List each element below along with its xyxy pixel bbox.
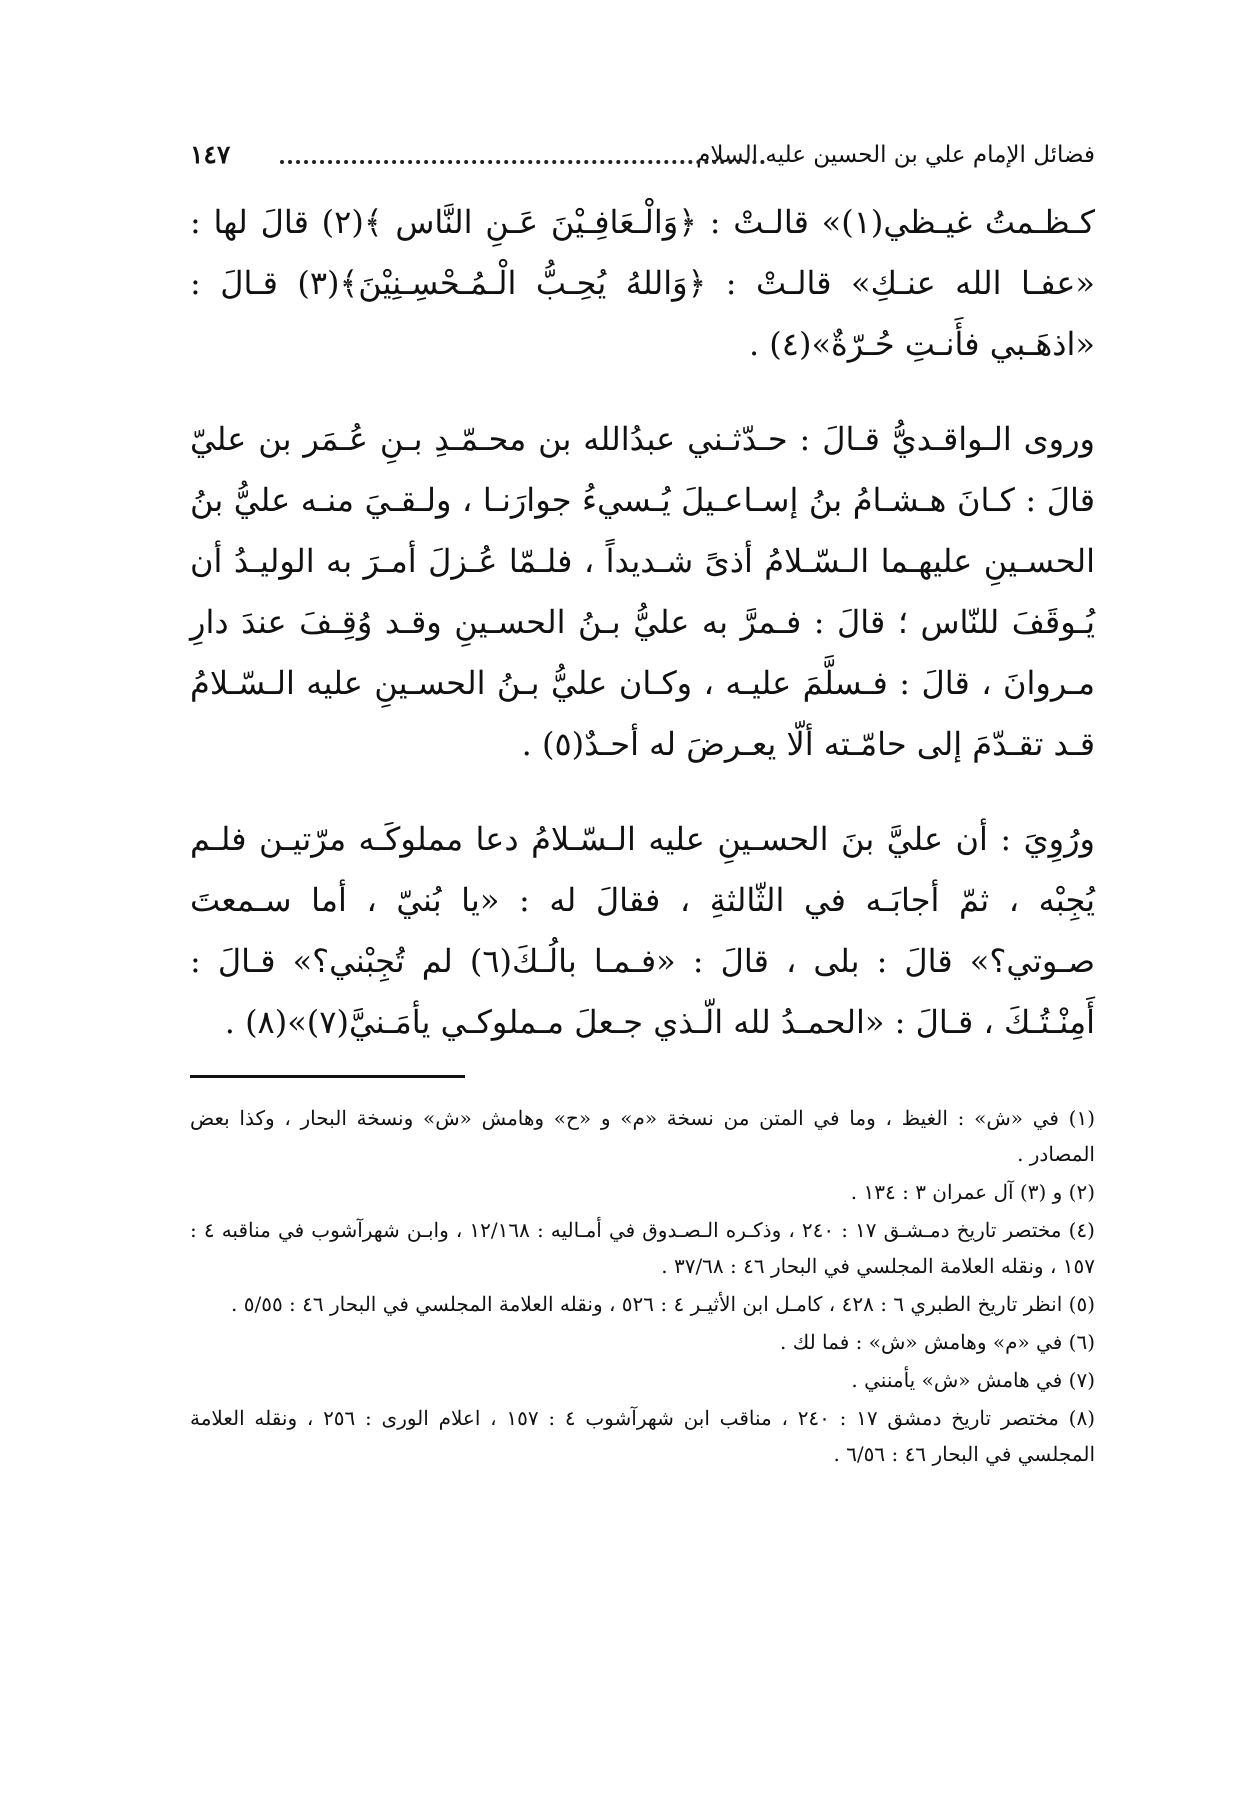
page-number: ١٤٧ — [190, 140, 231, 169]
footnote-4: (٥) انظر تاريخ الطبري ٦ : ٤٢٨ ، كامـل ابن الأثيـر ٤ : ٥٢٦ ، ونقله العلامة المجلسي في البحار ٤٦ : ٥/٥٥ . — [231, 1292, 1095, 1316]
book-page — [190, 140, 1095, 1740]
main-text — [190, 192, 1095, 1053]
footnotes — [190, 1100, 1095, 1474]
paragraph-2: وروى الـواقـديُّ قـالَ : حـدّثـني عبدُالله بن محـمّـدِ بـنِ عُـمَر بن عليّ قالَ : كـانَ هـشـامُ بنُ إسـاعـيلَ يُـسيءُ جوارَنـا ، ولـقـيَ منـه عليُّ بنُ الحسـينِ عليهـما الـسّـلامُ أذىً شـديداً ، فلـمّا عُـزلَ أمـرَ به الوليـدُ أن يُـوقَفَ للنّاس ؛ قالَ : فـمرَّ به عليُّ بـنُ الحسـينِ وقـد وُقِـفَ عندَ دارِ مـروانَ ، قالَ : فـسلَّمَ عليـه ، وكـان عليُّ بـنُ الحسـينِ عليه الـسّـلامُ قـد تقـدّمَ إلى حامّـته ألّا يعـرضَ له أحـدٌ(٥) . — [190, 420, 1095, 763]
footnote-2: (٢) و (٣) آل عمران ٣ : ١٣٤ . — [850, 1180, 1095, 1204]
footnote-5: (٦) في «م» وهامش «ش» : فما لك . — [780, 1330, 1095, 1354]
paragraph-1: كـظـمتُ غيـظي(١)» قالـتْ : ﴿وَالْـعَافِـيْنَ عَـنِ النَّاس ﴾(٢) قالَ لها : «عفـا الله عنـكِ» قالـتْ : ﴿وَاللهُ يُحِـبُّ الْـمُـحْسِـنِيْنَ﴾(٣) قـالَ : «اذهَـبي فأَنـتِ حُـرّةٌ»(٤) . — [190, 203, 1096, 363]
paragraph-3: ورُوِيَ : أن عليَّ بنَ الحسـينِ عليه الـسّـلامُ دعا مملوكَـه مرّتيـن فلـم يُجِبْه ، ثمّ أجابَـه في الثّالثةِ ، فقالَ له : «يا بُنيّ ، أما سـمعتَ صـوتي؟» قالَ : بلى ، قالَ : «فـمـا بالُـكَ(٦) لم تُجِبْني؟» قـالَ : أَمِنْـتُـكَ ، قـالَ : «الحمـدُ لله الّـذي جـعلَ مـملوكـي يأمَـنيَّ(٧)»(٨) . — [190, 820, 1096, 1041]
running-header — [190, 140, 1095, 180]
running-title: فضائل الإمام علي بن الحسين عليه السلام — [696, 142, 1095, 168]
footnote-7: (٨) مختصر تاريخ دمشق ١٧ : ٢٤٠ ، مناقب ابن شهرآشوب ٤ : ١٥٧ ، اعلام الورى : ٢٥٦ ، ونقله العلامة المجلسي في البحار ٤٦ : ٦/٥٦ . — [190, 1406, 1095, 1466]
footnote-6: (٧) في هامش «ش» يأمنني . — [851, 1368, 1095, 1392]
footnote-separator — [190, 1075, 465, 1078]
footnote-3: (٤) مختصر تاريخ دمـشـق ١٧ : ٢٤٠ ، وذكـره الـصـدوق في أمـاليه : ١٢/١٦٨ ، وابـن شهرآشوب في مناقبه ٤ : ١٥٧ ، ونقله العلامة المجلسي في البحار ٤٦ : ٣٧/٦٨ . — [190, 1218, 1095, 1278]
footnote-1: (١) في «ش» : الغيظ ، وما في المتن من نسخة «م» و «ح» وهامش «ش» ونسخة البحار ، وكذا بعض المصادر . — [190, 1106, 1095, 1166]
dot-leader — [280, 150, 765, 164]
